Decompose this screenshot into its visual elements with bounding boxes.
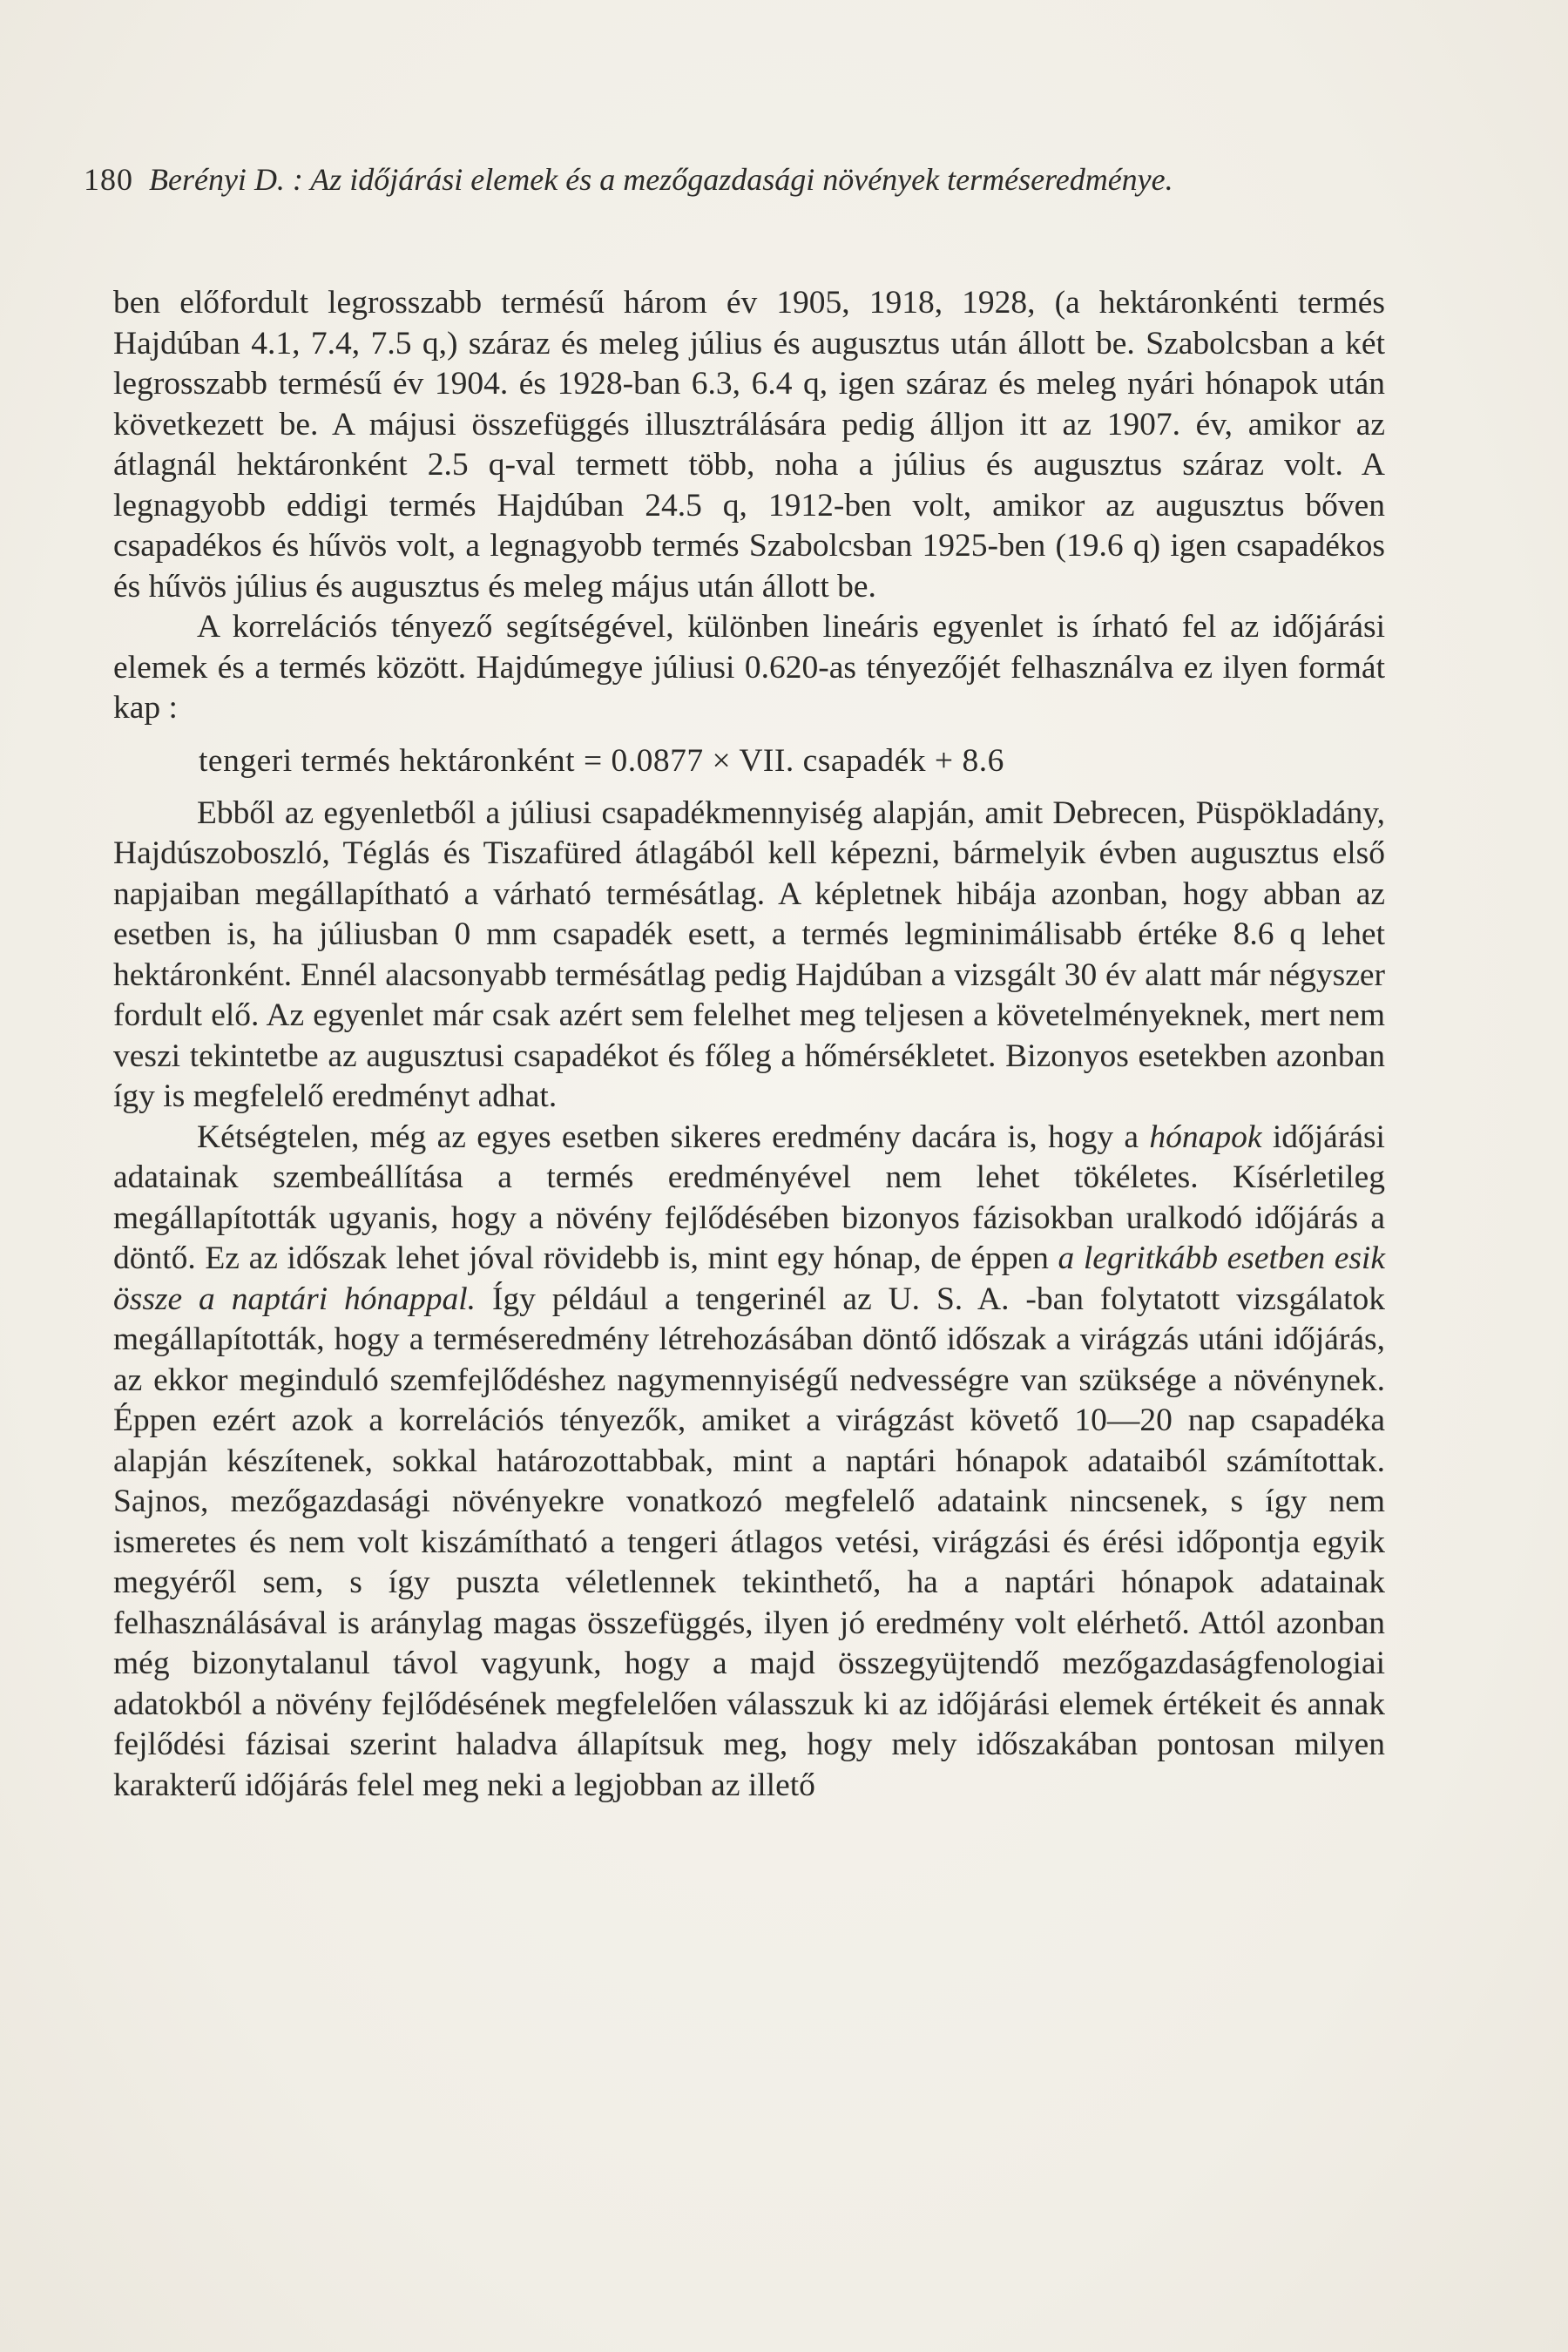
paragraph-4 (113, 1118, 1385, 1807)
paragraph-4-emphasis-months: hónapok (1149, 1119, 1262, 1155)
paragraph-2-text: A korrelációs tényező segítségével, különben lineáris egyenlet is írható fel az időjárási elemek és a termés között. Hajdúmegye júliusi 0.620-as tényezőjét felhasználva ez ilyen formát kap : (113, 609, 1385, 726)
paragraph-4-text-1: Kétségtelen, még az egyes esetben sikeres eredmény dacára is, hogy a (197, 1119, 1150, 1155)
paragraph-3-text: Ebből az egyenletből a júliusi csapadékmennyiség alapján, amit Debrecen, Püspökladány, Hajdúszoboszló, Téglás és Tiszafüred átlagából kell képezni, bármelyik évben augusztus első napjaiban megállapítható a várható termésátlag. A képletnek hibája azonban, hogy abban az esetben is, ha júliusban 0 mm csapadék esett, a termés legminimálisabb értéke 8.6 q lehet hektáronként. Ennél alacsonyabb termésátlag pedig Hajdúban a vizsgált 30 év alatt már négyszer fordult elő. Az egyenlet már csak azért sem felelhet meg teljesen a követelményeknek, mert nem veszi tekintetbe az augusztusi csapadékot és főleg a hőmérsékletet. Bizonyos esetekben azonban így is megfelelő eredményt adhat. (113, 794, 1385, 1114)
yield-formula: tengeri termés hektáronként = 0.0877 × VII. csapadék + 8.6 (199, 742, 1004, 779)
paragraph-1 (113, 283, 1385, 607)
paragraph-4-text-2: időjárási adatainak szembeállítása a termés eredményével nem lehet tökéletes. Kísérletileg megállapították ugyanis, hogy a növény fejlődésében bizonyos fázisokban uralkodó időjárás a döntő. Ez az időszak lehet jóval rövidebb is, mint egy hónap, de éppen (113, 1119, 1385, 1276)
paragraph-2 (113, 607, 1385, 729)
paragraph-4-text-3: Így például a tengerinél az U. S. A. -ban folytatott vizsgálatok megállapították, hogy a terméseredmény létrehozásában döntő időszak a virágzás utáni időjárás, az ekkor meginduló szemfejlődéshez nagymennyiségű nedvességre van szüksége a növénynek. Éppen ezért azok a korrelációs tényezők, amiket a virágzást követő 10—20 nap csapadéka alapján készítenek, sokkal határozottabbak, mint a naptári hónapok adataiból számítottak. Sajnos, mezőgazdasági növényekre vonatkozó megfelelő adataink nincsenek, s így nem ismeretes és nem volt kiszámítható a tengeri átlagos vetési, virágzási és érési időpontja egyik megyéről sem, s így puszta véletlennek tekinthető, ha a naptári hónapok adatainak felhasználásával is aránylag magas összefüggés, ilyen jó eredmény volt elérhető. Attól azonban még bizonytalanul távol vagyunk, hogy a majd összegyüjtendő mezőgazdaságfenologiai adatokból a növény fejlődésének megfelelően válasszuk ki az időjárási elemek értékeit és annak fejlődési fázisai szerint haladva állapítsuk meg, hogy mely időszakában pontosan milyen karakterű időjárás felel meg neki a legjobban az illető (113, 1281, 1385, 1803)
paragraph-3 (113, 794, 1385, 1118)
page-number: 180 (84, 162, 133, 197)
paragraph-4-emphasis-calendar: a legritkább esetben esik össze a naptári hónappal. (113, 1240, 1385, 1317)
paragraph-1-text: ben előfordult legrosszabb termésű három év 1905, 1918, 1928, (a hektáronkénti termés Hajdúban 4.1, 7.4, 7.5 q,) száraz és meleg július és augusztus után állott be. Szabolcsban a két legrosszabb termésű év 1904. és 1928-ban 6.3, 6.4 q, igen száraz és meleg nyári hónapok után következett be. A májusi összefüggés illusztrálására pedig álljon itt az 1907. év, amikor az átlagnál hektáronként 2.5 q-val termett több, noha a július és augusztus száraz volt. A legnagyobb eddigi termés Hajdúban 24.5 q, 1912-ben volt, amikor az augusztus bőven csapadékos és hűvös volt, a legnagyobb termés Szabolcsban 1925-ben (19.6 q) igen csapadékos és hűvös július és augusztus és meleg május után állott be. (113, 285, 1385, 605)
page-header (84, 153, 1408, 206)
running-title: Berényi D. : Az időjárási elemek és a mezőgazdasági növények terméseredménye. (149, 162, 1173, 197)
body-text (113, 283, 1385, 1806)
